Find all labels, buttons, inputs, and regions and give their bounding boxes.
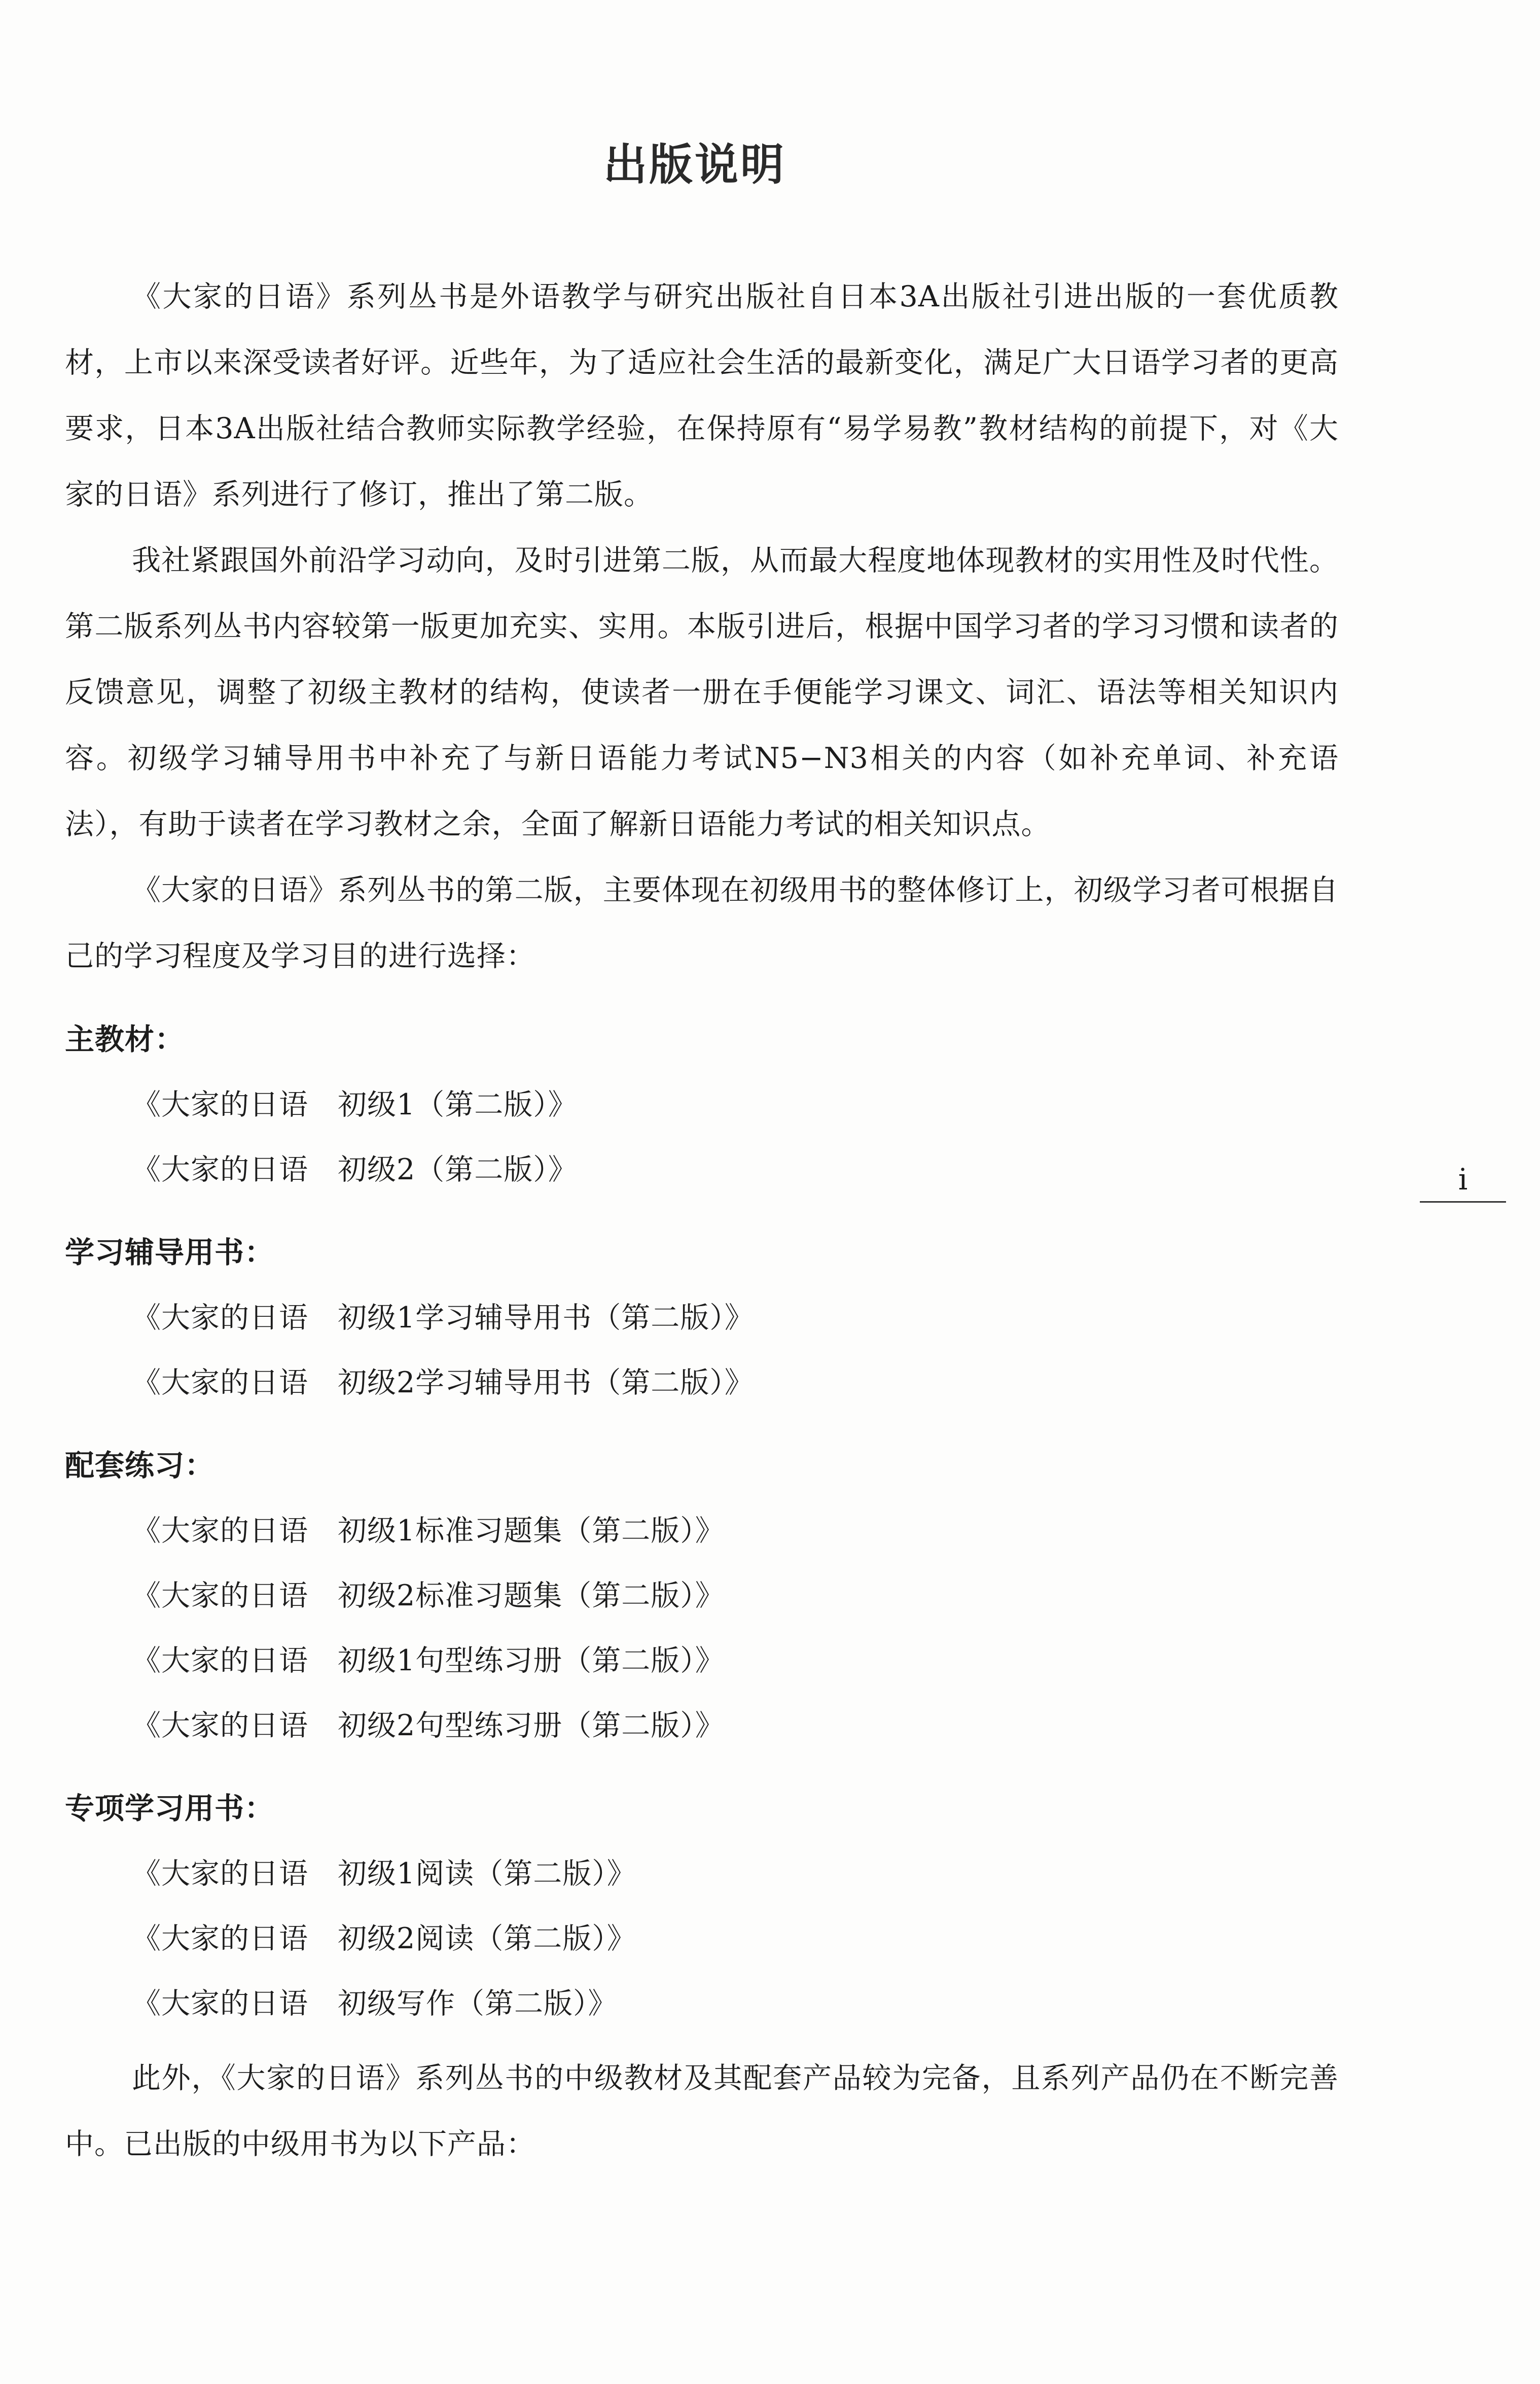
intro-paragraph-2: 我社紧跟国外前沿学习动向，及时引进第二版，从而最大程度地体现教材的实用性及时代性。第二版系列丛书内容较第一版更加充实、实用。本版引进后，根据中国学习者的学习习惯和读者的反馈意见，调整了初级主教材的结构，使读者一册在手便能学习课文、词汇、语法等相关知识内容。初级学习辅导用书中补充了与新日语能力考试N5−N3相关的内容（如补充单词、补充语法），有助于读者在学习教材之余，全面了解新日语能力考试的相关知识点。 bbox=[65, 544, 1339, 841]
section-study-guide bbox=[65, 1219, 1339, 1415]
document-body bbox=[65, 264, 1339, 2177]
book-item: 《大家的日语 初级1阅读（第二版）》 bbox=[132, 1857, 636, 1890]
closing-paragraph: 此外，《大家的日语》系列丛书的中级教材及其配套产品较为完备，且系列产品仍在不断完善中。已出版的中级用书为以下产品： bbox=[65, 2061, 1339, 2161]
page-number: i bbox=[1458, 1162, 1468, 1197]
section-heading: 主教材： bbox=[65, 1022, 185, 1057]
section-heading: 学习辅导用书： bbox=[65, 1235, 275, 1270]
book-item: 《大家的日语 初级1标准习题集（第二版）》 bbox=[132, 1514, 725, 1548]
book-item: 《大家的日语 初级1（第二版）》 bbox=[132, 1088, 578, 1121]
book-item: 《大家的日语 初级2标准习题集（第二版）》 bbox=[132, 1579, 725, 1612]
page-title: 出版说明 bbox=[603, 139, 786, 190]
book-item: 《大家的日语 初级2学习辅导用书（第二版）》 bbox=[132, 1366, 754, 1399]
intro-paragraph-3: 《大家的日语》系列丛书的第二版，主要体现在初级用书的整体修订上，初级学习者可根据自己的学习程度及学习目的进行选择： bbox=[65, 873, 1339, 973]
section-heading: 专项学习用书： bbox=[65, 1791, 275, 1826]
book-item: 《大家的日语 初级写作（第二版）》 bbox=[132, 1987, 618, 2020]
intro-paragraph-1: 《大家的日语》系列丛书是外语教学与研究出版社自日本3A出版社引进出版的一套优质教材，上市以来深受读者好评。近些年，为了适应社会生活的最新变化，满足广大日语学习者的更高要求，日本3A出版社结合教师实际教学经验，在保持原有“易学易教”教材结构的前提下，对《大家的日语》系列进行了修订，推出了第二版。 bbox=[65, 280, 1339, 511]
book-item: 《大家的日语 初级2句型练习册（第二版）》 bbox=[132, 1709, 725, 1742]
section-special-topics bbox=[65, 1775, 1339, 2036]
book-item: 《大家的日语 初级1句型练习册（第二版）》 bbox=[132, 1644, 725, 1677]
section-heading: 配套练习： bbox=[65, 1448, 215, 1483]
page-number-rule bbox=[1420, 1201, 1506, 1203]
book-item: 《大家的日语 初级1学习辅导用书（第二版）》 bbox=[132, 1301, 754, 1335]
section-main-textbook bbox=[65, 1006, 1339, 1202]
book-item: 《大家的日语 初级2（第二版）》 bbox=[132, 1153, 578, 1186]
book-item: 《大家的日语 初级2阅读（第二版）》 bbox=[132, 1922, 636, 1955]
section-exercises bbox=[65, 1432, 1339, 1758]
